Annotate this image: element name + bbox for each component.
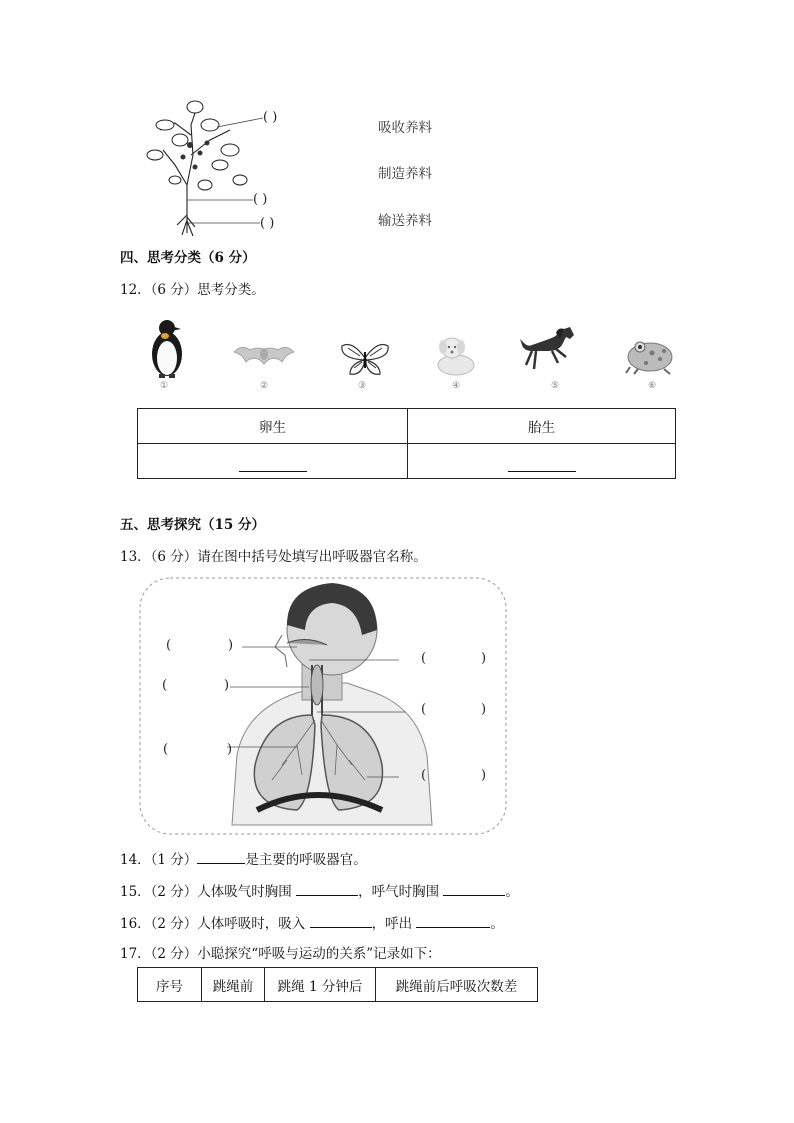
puppy-icon — [432, 333, 478, 377]
resp-paren-trachea-open[interactable]: ( — [421, 702, 427, 717]
q14-blank[interactable] — [197, 849, 245, 864]
resp-paren-bronchus-open[interactable]: ( — [163, 742, 169, 757]
q17-text: 17．（2 分）小聪探究“呼吸与运动的关系”记录如下： — [120, 946, 441, 962]
exercise-table — [137, 967, 538, 1002]
animal-num-6: ⑥ — [648, 381, 657, 391]
animal-num-3: ③ — [358, 381, 367, 391]
resp-paren-lung-close[interactable]: ) — [481, 768, 487, 783]
plant-paren-2[interactable]: ( ) — [253, 192, 268, 207]
q14-text: 是主要的呼吸器官。 — [245, 852, 367, 868]
q15 — [120, 881, 519, 901]
q16-prefix: 16．（2 分）人体呼吸时，吸入 — [120, 916, 306, 932]
plant-paren-3[interactable]: ( ) — [260, 216, 275, 231]
resp-paren-pharynx-open[interactable]: ( — [421, 651, 427, 666]
exercise-header-diff: 跳绳前后呼吸次数差 — [376, 968, 538, 1002]
q14-prefix: 14．（1 分） — [120, 852, 198, 868]
viviparous-answer-cell[interactable] — [408, 444, 676, 479]
resp-paren-pharynx-close[interactable]: ) — [481, 651, 487, 666]
q16 — [120, 913, 504, 933]
resp-paren-nose-open[interactable]: ( — [166, 638, 172, 653]
respiratory-diagram — [137, 575, 509, 837]
oviparous-answer-cell[interactable] — [138, 444, 408, 479]
resp-paren-bronchus-close[interactable]: ) — [227, 742, 233, 757]
q16-mid: ，呼出 — [371, 916, 413, 932]
viviparous-blank[interactable] — [508, 457, 576, 472]
exercise-header-after: 跳绳 1 分钟后 — [265, 968, 376, 1002]
section-5-title: 五、思考探究（15 分） — [120, 517, 265, 533]
resp-paren-throat-close[interactable]: ) — [224, 678, 230, 693]
frog-icon — [624, 335, 676, 375]
plant-label-make: 制造养料 — [378, 166, 432, 182]
q16-blank-inhale[interactable] — [310, 913, 372, 928]
plant-label-absorb: 吸收养料 — [378, 120, 432, 136]
q15-blank-exhale[interactable] — [443, 881, 505, 896]
plant-paren-1[interactable]: ( ) — [263, 110, 278, 125]
q15-mid: ，呼气时胸围 — [358, 884, 440, 900]
q14 — [120, 849, 367, 869]
table-header-oviparous: 卵生 — [138, 409, 408, 444]
animal-num-2: ② — [260, 381, 269, 391]
table-header-viviparous: 胎生 — [408, 409, 676, 444]
plant-diagram — [135, 95, 335, 240]
oviparous-blank[interactable] — [239, 457, 307, 472]
resp-paren-nose-close[interactable]: ) — [228, 638, 234, 653]
resp-paren-lung-open[interactable]: ( — [421, 768, 427, 783]
q15-end: 。 — [505, 884, 519, 900]
classification-table — [137, 408, 676, 479]
q15-prefix: 15．（2 分）人体吸气时胸围 — [120, 884, 292, 900]
q15-blank-inhale[interactable] — [296, 881, 358, 896]
exercise-header-number: 序号 — [138, 968, 202, 1002]
resp-paren-trachea-close[interactable]: ) — [481, 702, 487, 717]
q16-end: 。 — [490, 916, 504, 932]
q13-text: 13．（6 分）请在图中括号处填写出呼吸器官名称。 — [120, 549, 427, 565]
q16-blank-exhale[interactable] — [416, 913, 490, 928]
resp-paren-throat-open[interactable]: ( — [162, 678, 168, 693]
butterfly-icon — [340, 340, 390, 378]
section-4-title: 四、思考分类（6 分） — [120, 250, 256, 266]
exercise-header-before: 跳绳前 — [202, 968, 265, 1002]
q12-text: 12．（6 分）思考分类。 — [120, 282, 265, 298]
bat-icon — [232, 342, 296, 368]
penguin-icon — [145, 318, 189, 380]
animal-num-4: ④ — [452, 381, 461, 391]
plant-label-transport: 输送养料 — [378, 213, 432, 229]
animal-num-1: ① — [160, 381, 169, 391]
animal-num-5: ⑤ — [551, 381, 560, 391]
horse-icon — [518, 325, 578, 373]
